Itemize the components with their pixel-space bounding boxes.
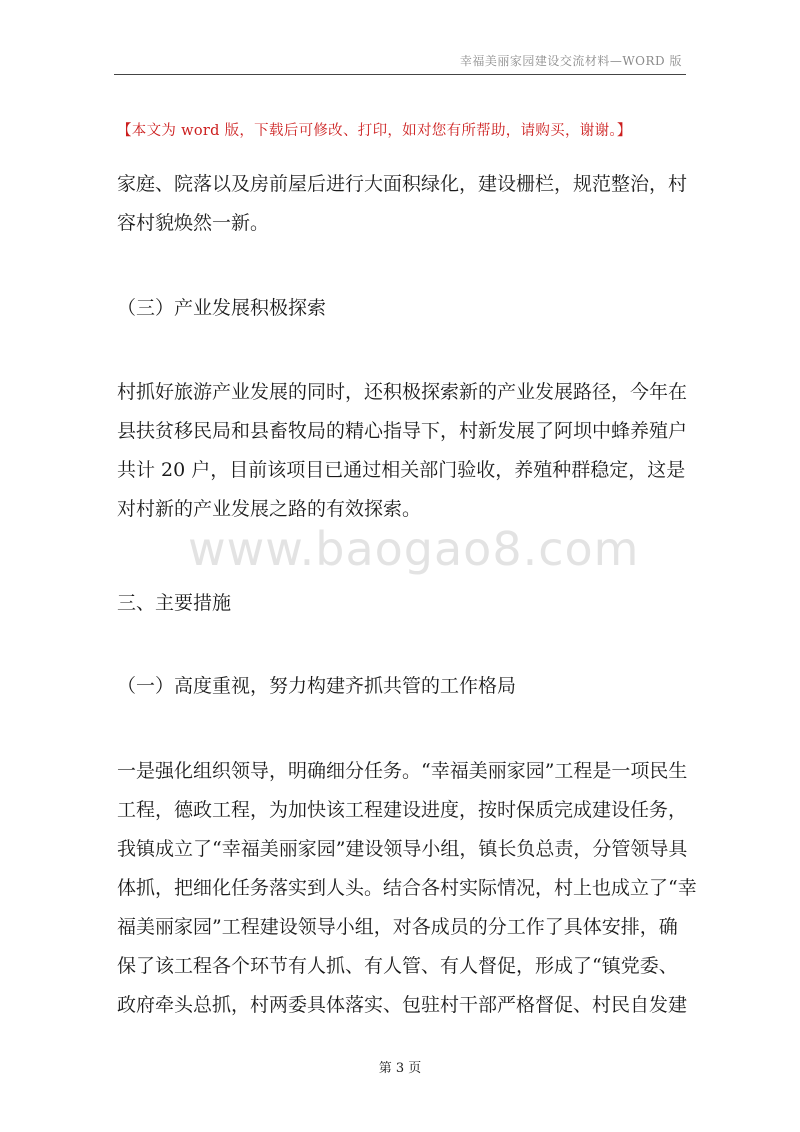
paragraph-line: 家庭、院落以及房前屋后进行大面积绿化，建设栅栏，规范整治，村 (117, 173, 688, 195)
download-notice: 【本文为 word 版，下载后可修改、打印，如对您有所帮助，请购买，谢谢。】 (117, 123, 632, 139)
page-number: 第 3 页 (378, 1061, 422, 1076)
paragraph-line: 共计 20 户，目前该项目已通过相关部门验收，养殖种群稳定，这是 (117, 459, 686, 481)
document-header-title: 幸福美丽家园建设交流材料—WORD 版 (459, 54, 682, 68)
watermark: www.baogao8.com (188, 522, 640, 576)
paragraph-line: 福美丽家园”工程建设领导小组，对各成员的分工作了具体安排，确 (117, 916, 678, 938)
paragraph-line: 容村貌焕然一新。 (117, 212, 270, 234)
paragraph-line: 我镇成立了“幸福美丽家园”建设领导小组，镇长负总责，分管领导具 (117, 838, 688, 860)
paragraph-line: 对村新的产业发展之路的有效探索。 (117, 498, 422, 520)
paragraph-line: 工程，德政工程，为加快该工程建设进度，按时保质完成建设任务， (117, 799, 688, 821)
section-heading: （一）高度重视，努力构建齐抓共管的工作格局 (117, 675, 517, 697)
paragraph-line: 政府牵头总抓，村两委具体落实、包驻村干部严格督促、村民自发建 (117, 994, 688, 1016)
paragraph-line: 村抓好旅游产业发展的同时，还积极探索新的产业发展路径，今年在 (117, 381, 688, 403)
section-heading: （三）产业发展积极探索 (117, 297, 327, 319)
header-divider (114, 74, 686, 75)
paragraph-line: 一是强化组织领导，明确细分任务。“幸福美丽家园”工程是一项民生 (117, 760, 688, 782)
section-heading: 三、主要措施 (117, 592, 232, 614)
paragraph-line: 保了该工程各个环节有人抓、有人管、有人督促，形成了“镇党委、 (117, 955, 678, 977)
paragraph-line: 体抓，把细化任务落实到人头。结合各村实际情况，村上也成立了“幸 (117, 877, 697, 899)
paragraph-line: 县扶贫移民局和县畜牧局的精心指导下，村新发展了阿坝中蜂养殖户 (117, 420, 688, 442)
